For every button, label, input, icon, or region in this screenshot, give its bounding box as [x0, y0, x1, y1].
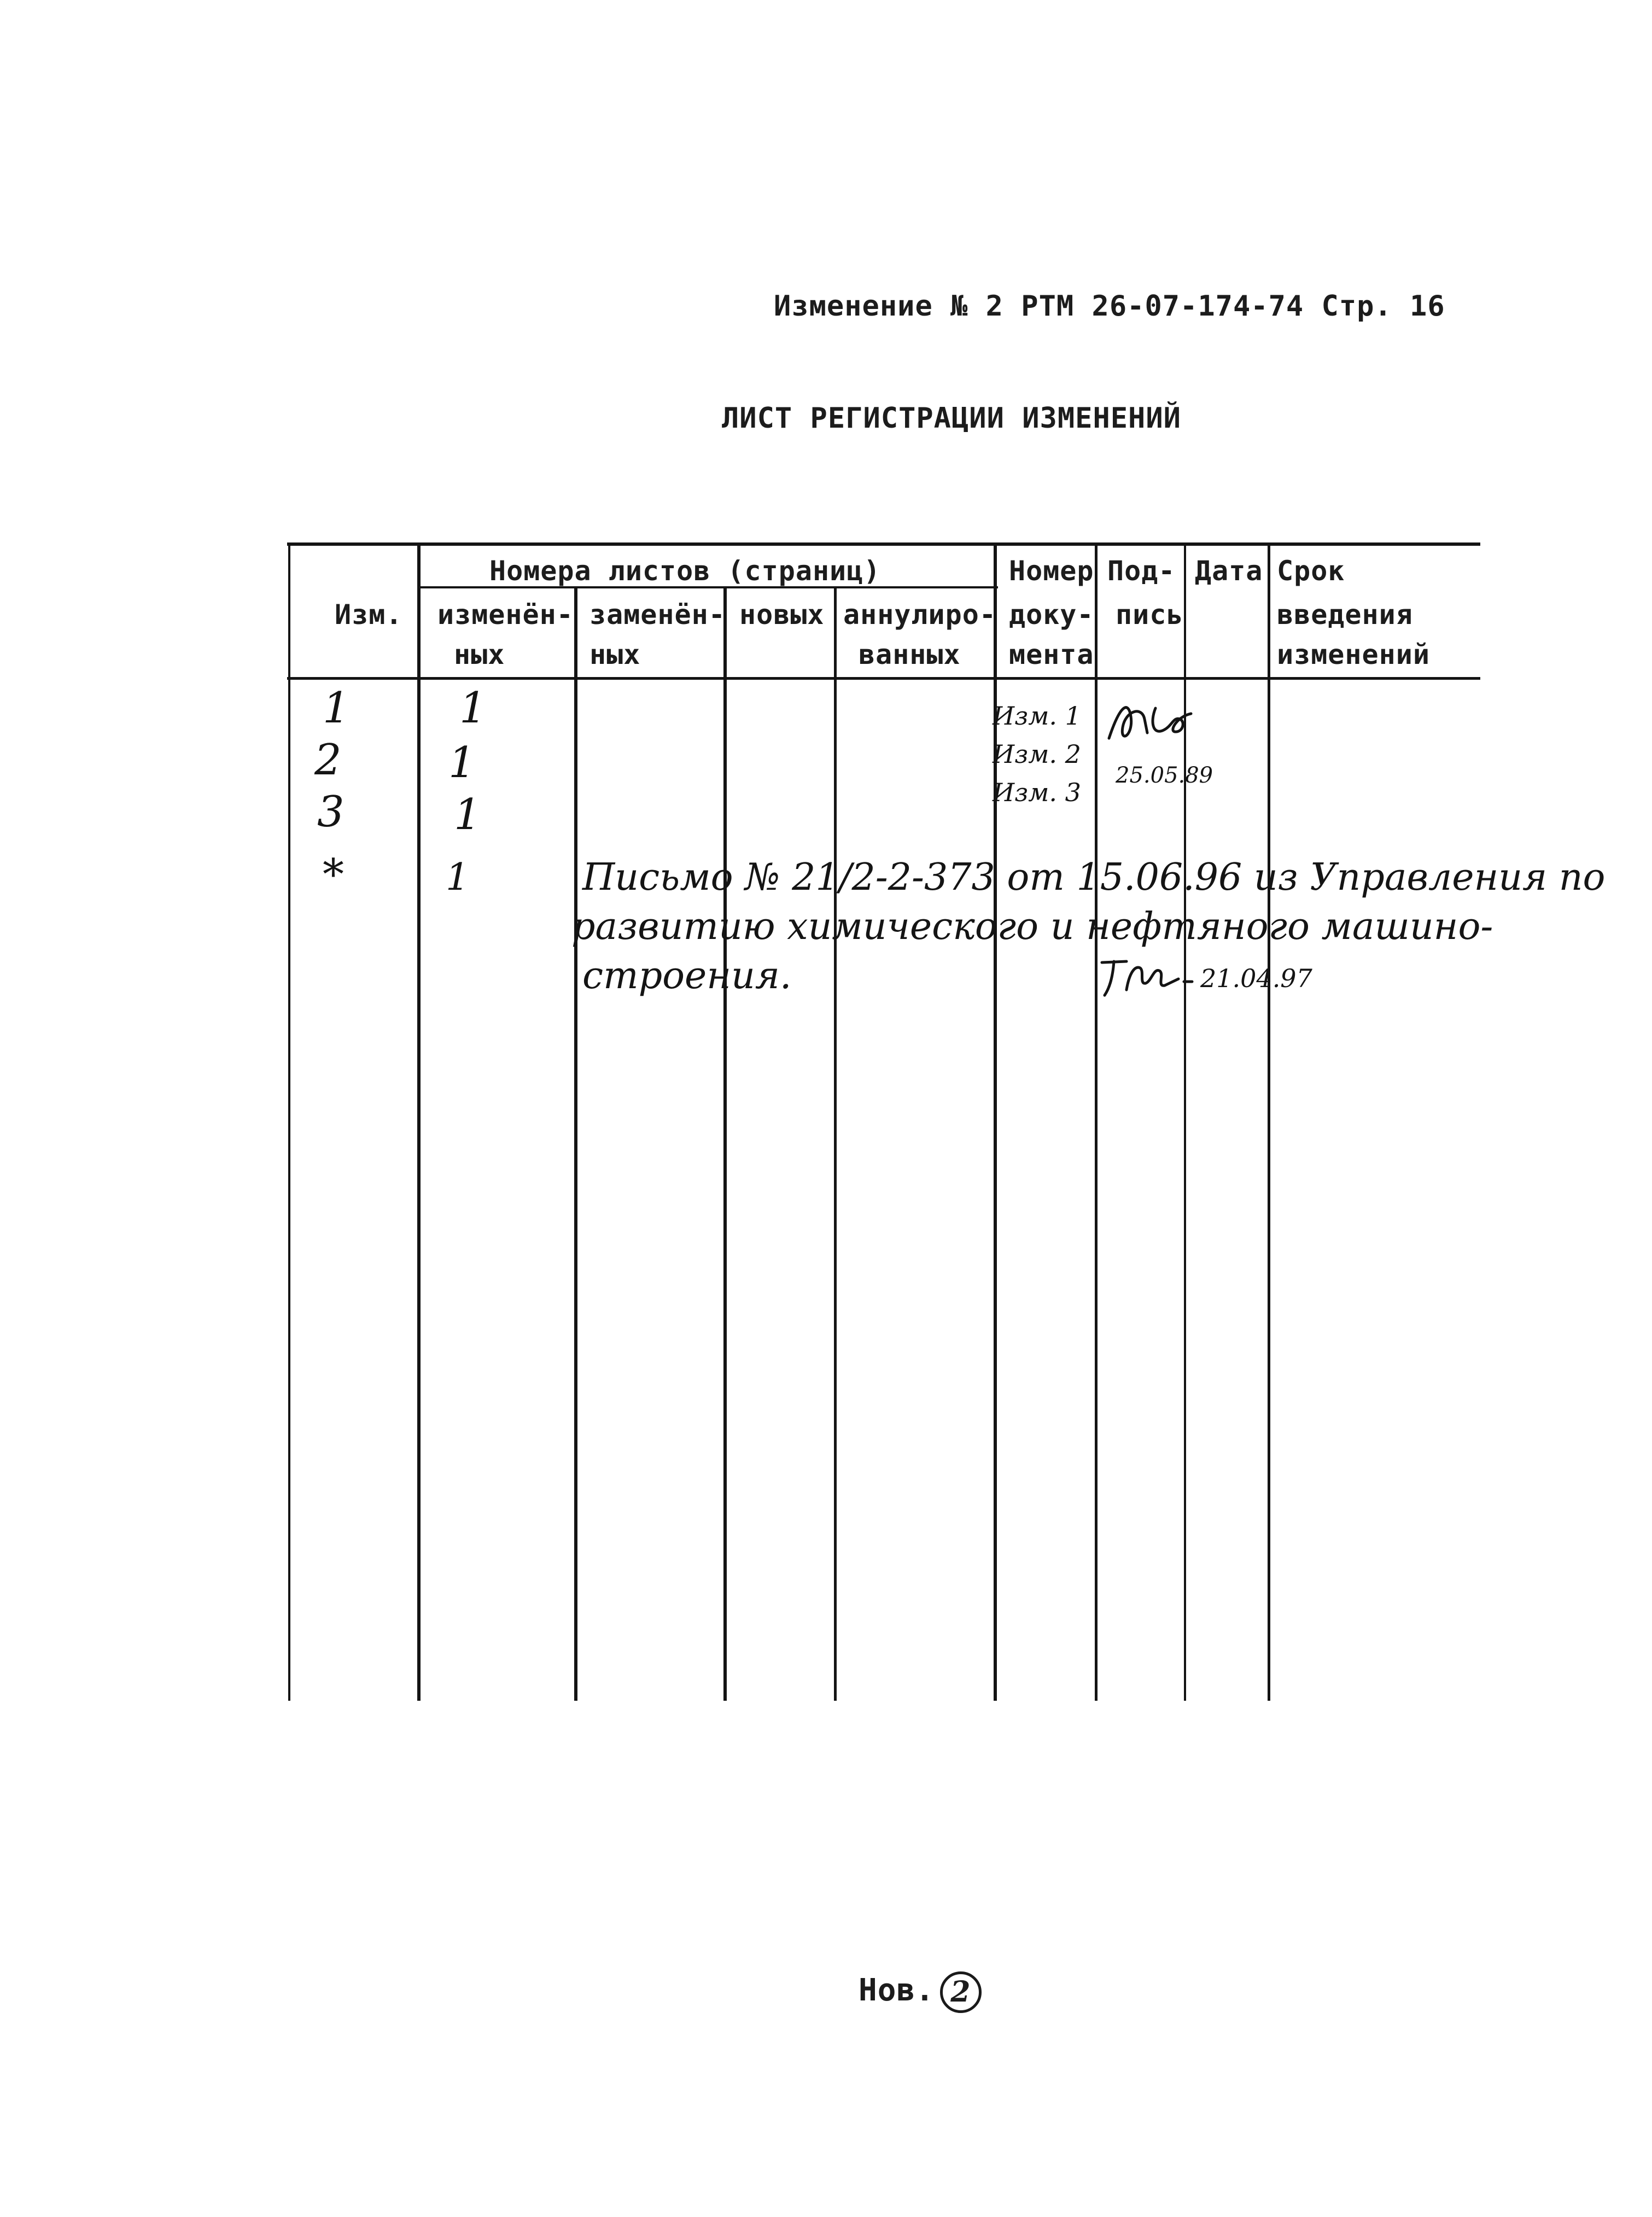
- row4-note-line2: развитию химического и нефтяного машино-: [571, 905, 1493, 948]
- running-title: Изменение № 2 РТМ 26-07-174-74 Стр. 16: [774, 290, 1445, 323]
- header-srok-1: Срок: [1277, 555, 1345, 587]
- header-doc-1: Номер: [1009, 555, 1094, 587]
- row1-sheets: 1: [459, 684, 487, 733]
- row2-date: 25.05.89: [1116, 763, 1213, 788]
- header-group-sheets: Номера листов (страниц): [489, 555, 881, 587]
- header-zamenennykh-2: ных: [589, 639, 641, 670]
- footer-revision-number: 2: [940, 1971, 982, 2013]
- row4-sheets: 1: [446, 856, 470, 899]
- signature-1-icon: [1104, 695, 1196, 749]
- row4-date: 21.04.97: [1200, 964, 1312, 993]
- header-podpis-1: Под-: [1107, 555, 1176, 587]
- header-doc-3: мента: [1009, 639, 1094, 670]
- col-line-data: [1268, 544, 1270, 1701]
- header-zamenennykh-1: заменён-: [589, 599, 726, 631]
- row2-doc: Изм. 2: [993, 739, 1081, 769]
- header-srok-2: введения: [1277, 599, 1413, 631]
- col-line-doc: [1095, 544, 1098, 1701]
- header-annul-1: аннулиро-: [843, 599, 996, 631]
- header-data: Дата: [1195, 555, 1263, 587]
- table-top-border: [287, 542, 1480, 546]
- row2-sheets: 1: [448, 738, 476, 787]
- row1-doc: Изм. 1: [993, 701, 1081, 731]
- col-line-izmenennykh: [574, 588, 577, 1701]
- row4-note-line1: Письмо № 21/2-2-373 от 15.06.96 из Управления по: [582, 856, 1606, 899]
- signature-2-icon: [1096, 952, 1198, 1001]
- col-line-izm: [417, 544, 421, 1701]
- header-izm: Изм.: [335, 599, 403, 631]
- header-novykh: новых: [739, 599, 825, 631]
- row3-izm: 3: [317, 787, 345, 837]
- header-srok-3: изменений: [1277, 639, 1430, 670]
- header-izmenennykh-1: изменён-: [437, 599, 574, 631]
- sheet-title: ЛИСТ РЕГИСТРАЦИИ ИЗМЕНЕНИЙ: [722, 402, 1181, 435]
- row1-izm: 1: [323, 684, 350, 733]
- col-line-left: [288, 544, 290, 1701]
- footer-label: Нов.: [859, 1973, 935, 2009]
- row3-sheets: 1: [454, 790, 481, 839]
- header-doc-2: доку-: [1009, 599, 1094, 631]
- row4-izm: *: [323, 850, 344, 900]
- header-izmenennykh-2: ных: [454, 639, 505, 670]
- footer-revision: [859, 1971, 982, 2013]
- row4-note-line3: строения.: [582, 954, 792, 997]
- header-podpis-2: пись: [1116, 599, 1184, 631]
- col-line-zamenennykh: [723, 588, 727, 1701]
- row2-izm: 2: [314, 736, 342, 785]
- header-annul-2: ванных: [859, 639, 961, 670]
- col-line-novykh: [834, 588, 837, 1701]
- row3-doc: Изм. 3: [993, 778, 1081, 807]
- header-bottom-border: [287, 677, 1480, 680]
